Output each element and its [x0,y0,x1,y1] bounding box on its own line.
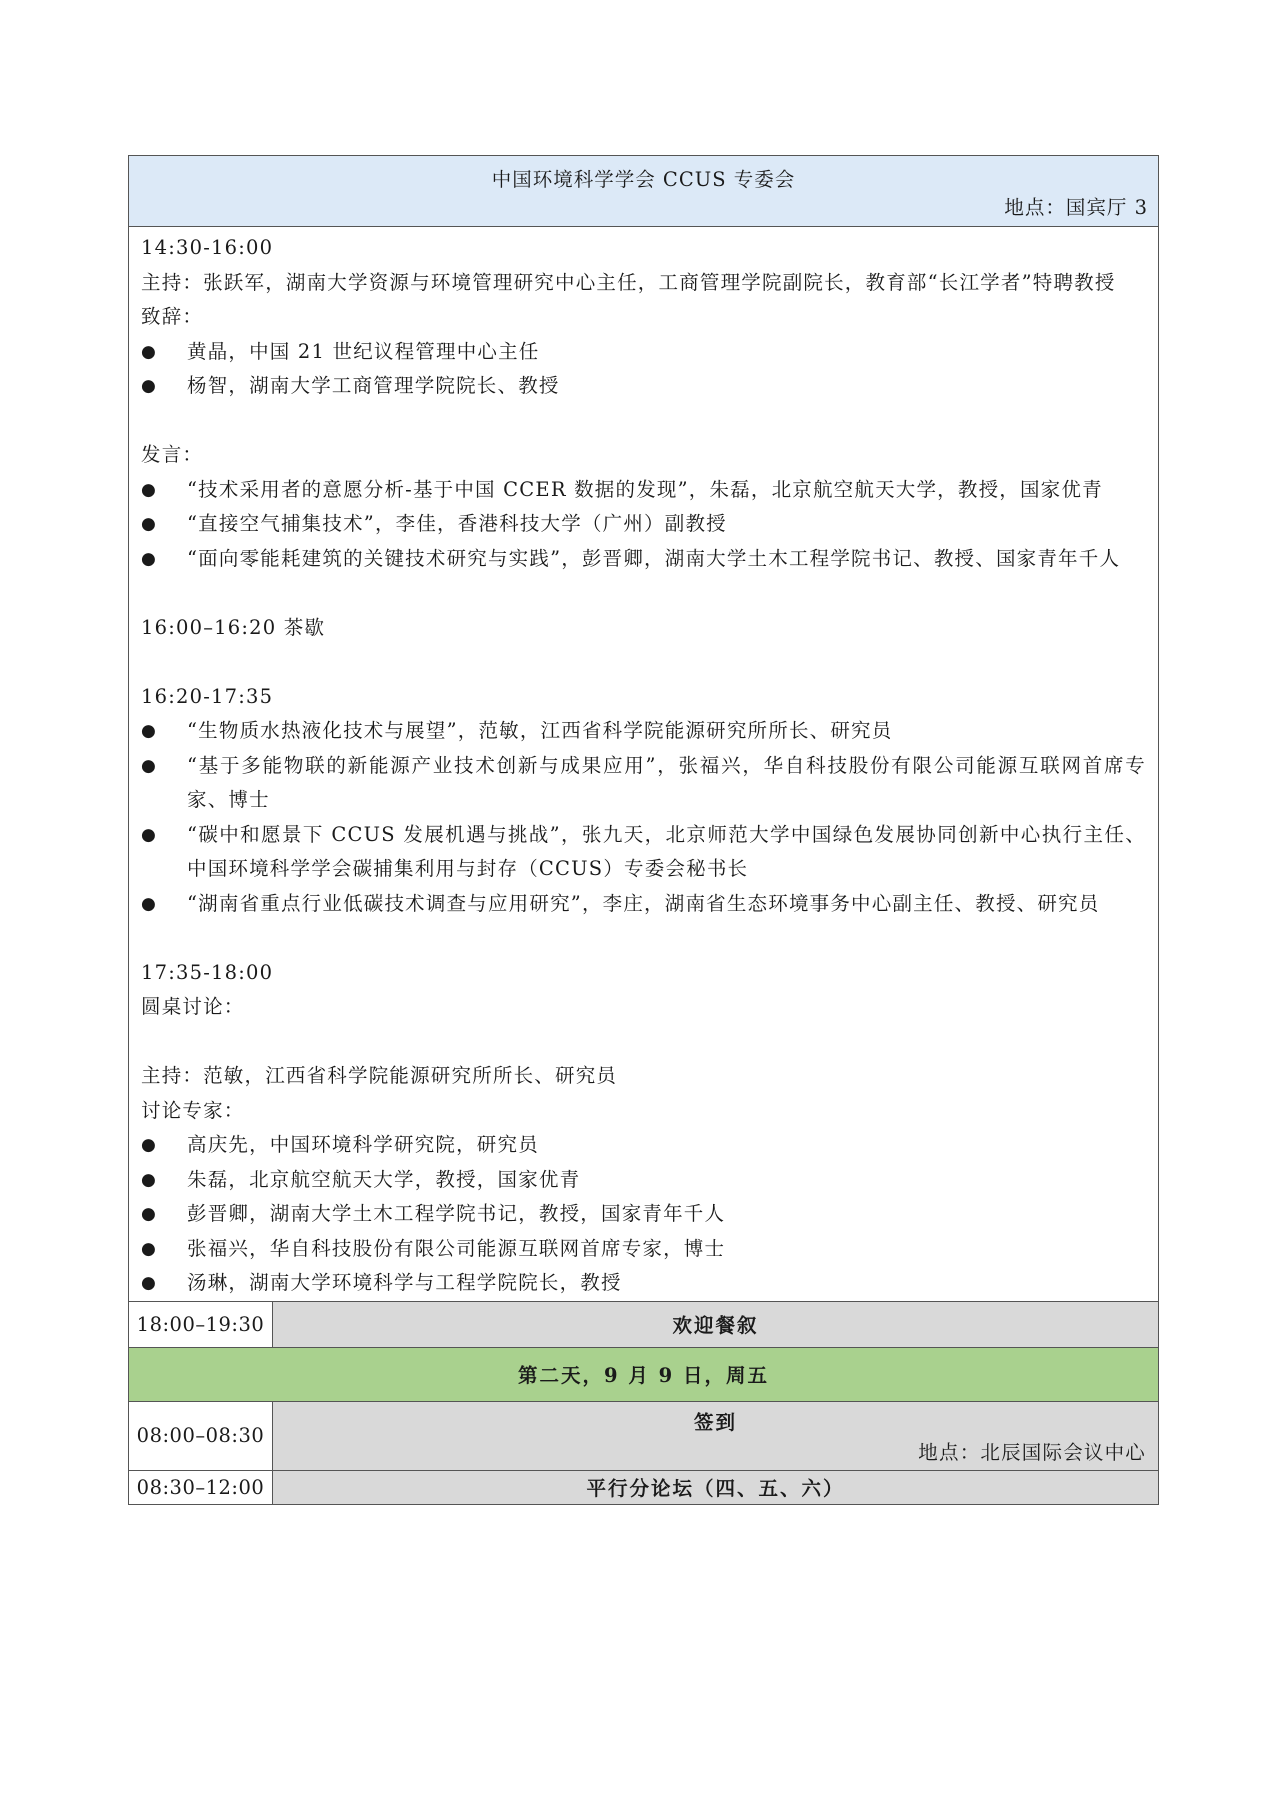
tea-break: 16:00–16:20 茶歇 [141,615,326,639]
experts-label: 讨论专家： [141,1098,245,1122]
forum-row [129,1470,1159,1504]
forum-label: 平行分论坛（四、五、六） [273,1470,1159,1504]
spacer [141,576,1146,611]
signin-time: 08:00–08:30 [129,1401,273,1470]
session-venue: 地点：国宾厅 3 [1004,196,1148,219]
expert-item: ● 彭晋卿，湖南大学土木工程学院书记，教授，国家青年千人 [141,1197,1146,1232]
spacer [141,1025,1146,1060]
speech-item: ● “生物质水热液化技术与展望”，范敏，江西省科学院能源研究所所长、研究员 [141,714,1146,749]
signin-venue: 地点：北辰国际会议中心 [918,1440,1146,1464]
spacer [141,404,1146,439]
session-header-row [129,156,1159,227]
speech-label: 发言： [141,443,204,466]
signin-row [129,1401,1159,1470]
session-title: 中国环境科学学会 CCUS 专委会 [491,168,796,191]
signin-label: 签到 [693,1410,737,1434]
signin-cell [273,1401,1159,1470]
roundtable-label: 圆桌讨论： [141,995,245,1018]
dinner-label: 欢迎餐叙 [273,1301,1159,1347]
speech-item: ● “技术采用者的意愿分析-基于中国 CCER 数据的发现”，朱磊，北京航空航天大学，教授，国家优青 [141,473,1146,508]
greeting-item: ● 杨智，湖南大学工商管理学院院长、教授 [141,369,1146,404]
expert-item: ● 朱磊，北京航空航天大学，教授，国家优青 [141,1163,1146,1198]
speech-item: ● “湖南省重点行业低碳技术调查与应用研究”，李庄，湖南省生态环境事务中心副主任、教授、研究员 [141,887,1146,922]
speech-item: ● “基于多能物联的新能源产业技术创新与成果应用”，张福兴，华自科技股份有限公司能源互联网首席专家、博士 [141,749,1146,818]
forum-time: 08:30–12:00 [129,1470,273,1504]
expert-item: ● 汤琳，湖南大学环境科学与工程学院院长，教授 [141,1266,1146,1301]
greeting-label: 致辞： [141,305,204,328]
part3-time: 17:35-18:00 [141,960,274,984]
speech-item: ● “面向零能耗建筑的关键技术研究与实践”，彭晋卿，湖南大学土木工程学院书记、教授、国家青年千人 [141,542,1146,577]
session-host: 主持：张跃军，湖南大学资源与环境管理研究中心主任，工商管理学院副院长，教育部“长江学者”特聘教授 [141,270,1116,294]
expert-item: ● 高庆先，中国环境科学研究院，研究员 [141,1128,1146,1163]
roundtable-host: 主持：范敏，江西省科学院能源研究所所长、研究员 [141,1064,618,1087]
session-body [129,227,1159,1302]
dinner-row [129,1301,1159,1347]
dinner-time: 18:00–19:30 [129,1301,273,1347]
expert-item: ● 张福兴，华自科技股份有限公司能源互联网首席专家，博士 [141,1232,1146,1267]
spacer [141,921,1146,956]
greeting-item: ● 黄晶，中国 21 世纪议程管理中心主任 [141,335,1146,370]
session-body-row [129,227,1159,1302]
speech-item: ● “碳中和愿景下 CCUS 发展机遇与挑战”，张九天，北京师范大学中国绿色发展协同创新中心执行主任、中国环境科学学会碳捕集利用与封存（CCUS）专委会秘书长 [141,818,1146,887]
spacer [141,645,1146,680]
speech-item: ● “直接空气捕集技术”，李佳，香港科技大学（广州）副教授 [141,507,1146,542]
part1-time: 14:30-16:00 [141,236,274,259]
schedule-table [128,155,1159,1505]
part2-time: 16:20-17:35 [141,684,274,708]
day2-header-row [129,1347,1159,1401]
session-header [129,156,1159,227]
day2-header: 第二天，9 月 9 日，周五 [129,1347,1159,1401]
